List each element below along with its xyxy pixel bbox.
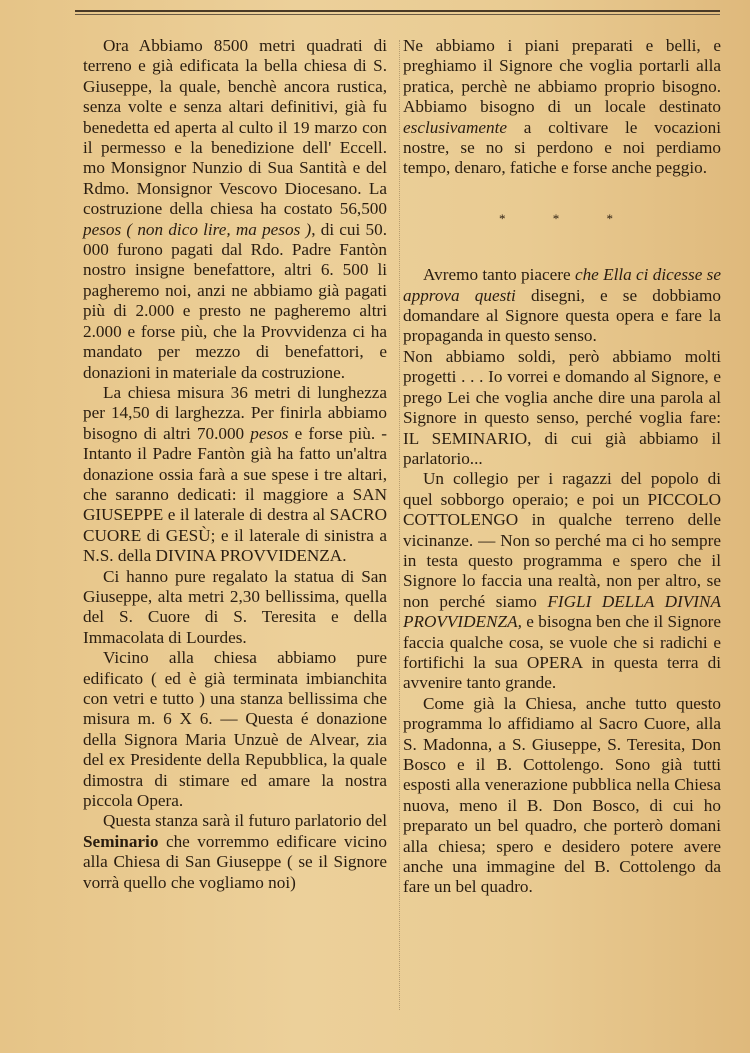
top-rule-thin xyxy=(75,14,720,15)
section-separator: * * * xyxy=(499,210,635,226)
right-paragraph-5: Come già la Chiesa, anche tutto questo programma lo affidiamo al Sacro Cuore, alla S. Madonna, a S. Giuseppe, S. Teresita, Don Bosco e il B. Cottolengo. Sono già tutti esposti alla venerazione pubblica nella Chiesa nuova, meno il B. Don Bosco, di cui ho preparato un bel quadro, che porterò domani alla chiesa; spero e desidero potere avere anche una immagine del B. Cottolengo da fare un bel quadro. xyxy=(403,693,721,897)
left-column xyxy=(83,36,387,893)
right-column xyxy=(403,36,721,898)
right-paragraph-4: Un collegio per i ragazzi del popolo di quel sobborgo operaio; e poi un PICCOLO COTTOLENGO in qualche terreno delle vicinanze. — Non so perché ma ci ho sempre in testa questo programma e spero che il Signore lo faccia una realtà, non per altro, se non perché siamo FIGLI DELLA DIVINA PROVVIDENZA, e bisogna ben che il Signore faccia qualche cosa, se vuole che si radichi e fortifichi la sua OPERA in questa terra di avvenire tanto grande. xyxy=(403,469,721,693)
right-paragraph-2: Avremo tanto piacere che Ella ci dicesse se approva questi disegni, e se dobbiamo domandare al Signore questa opera e fare la propaganda in questo senso. xyxy=(403,265,722,346)
right-paragraph-3: Non abbiamo soldi, però abbiamo molti progetti . . . Io vorrei e domando al Signore, e prego Lei che voglia anche dire una parola al Signore in questo senso, perché voglia fare: IL SEMINARIO, di cui già abbiamo il parlatorio... xyxy=(403,346,721,468)
left-paragraph-1: Ora Abbiamo 8500 metri quadrati di terreno e già edificata la bella chiesa di S. Giuseppe, la quale, benchè ancora rustica, senza volte e senza altari definitivi, già fu benedetta ed aperta al culto il 19 marzo con il permesso e la benedizione dell' Eccell. mo Monsignor Nunzio di Sua Santità e del Rdmo. Monsignor Vescovo Diocesano. La costruzione della chiesa ha costato 56,500 pesos ( non dico lire, ma pesos ), di cui 50. 000 furono pagati dal Rdo. Padre Fantòn nostro insigne benefattore, altri 6. 500 li pagheremo noi, anzi ne abbiamo già pagati più di 2.000 e presto ne pagheremo altri 2.000 e forse più, che la Provvidenza ci ha mandato per mezzo di benefattori, e donazioni in materiale da costruzione. xyxy=(83,36,387,382)
left-paragraph-2: La chiesa misura 36 metri di lunghezza per 14,50 di larghezza. Per finirla abbiamo bisogno di altri 70.000 pesos e forse più. - Intanto il Padre Fantòn già ha fatto un'altra donazione ossia farà a sue spese i tre altari, che saranno dedicati: il maggiore a SAN GIUSEPPE e il laterale di destra al SACRO CUORE di GESÙ; e il laterale di sinistra a N.S. della DIVINA PROVVIDENZA. xyxy=(83,382,387,566)
left-paragraph-4: Vicino alla chiesa abbiamo pure edificato ( ed è già terminata imbianchita con vetri e tutto ) una stanza bellissima che misura m. 6 X 6. — Questa é donazione della Signora Maria Unzuè de Alvear, zia del ex Presidente della Repubblica, la quale dimostra di stimare ed amare la nostra piccola Opera. xyxy=(83,648,387,811)
left-paragraph-3: Ci hanno pure regalato la statua di San Giuseppe, alta metri 2,30 bellissima, quella del S. Cuore di S. Teresita e della Immacolata di Lourdes. xyxy=(83,566,387,647)
top-rule xyxy=(75,10,720,12)
right-paragraph-1: Ne abbiamo i piani preparati e belli, e preghiamo il Signore che voglia portarli alla pratica, perchè ne abbiamo proprio bisogno. Abbiamo bisogno di un locale destinato esclusivamente a coltivare le vocazioni nostre, se no si perdono e noi perdiamo tempo, denaro, fatiche e forse anche peggio. xyxy=(403,36,721,178)
column-divider xyxy=(399,40,401,1010)
left-paragraph-5: Questa stanza sarà il futuro parlatorio del Seminario che vorremmo edificare vicino alla Chiesa di San Giuseppe ( se il Signore vorrà quello che vogliamo noi) xyxy=(83,811,387,892)
